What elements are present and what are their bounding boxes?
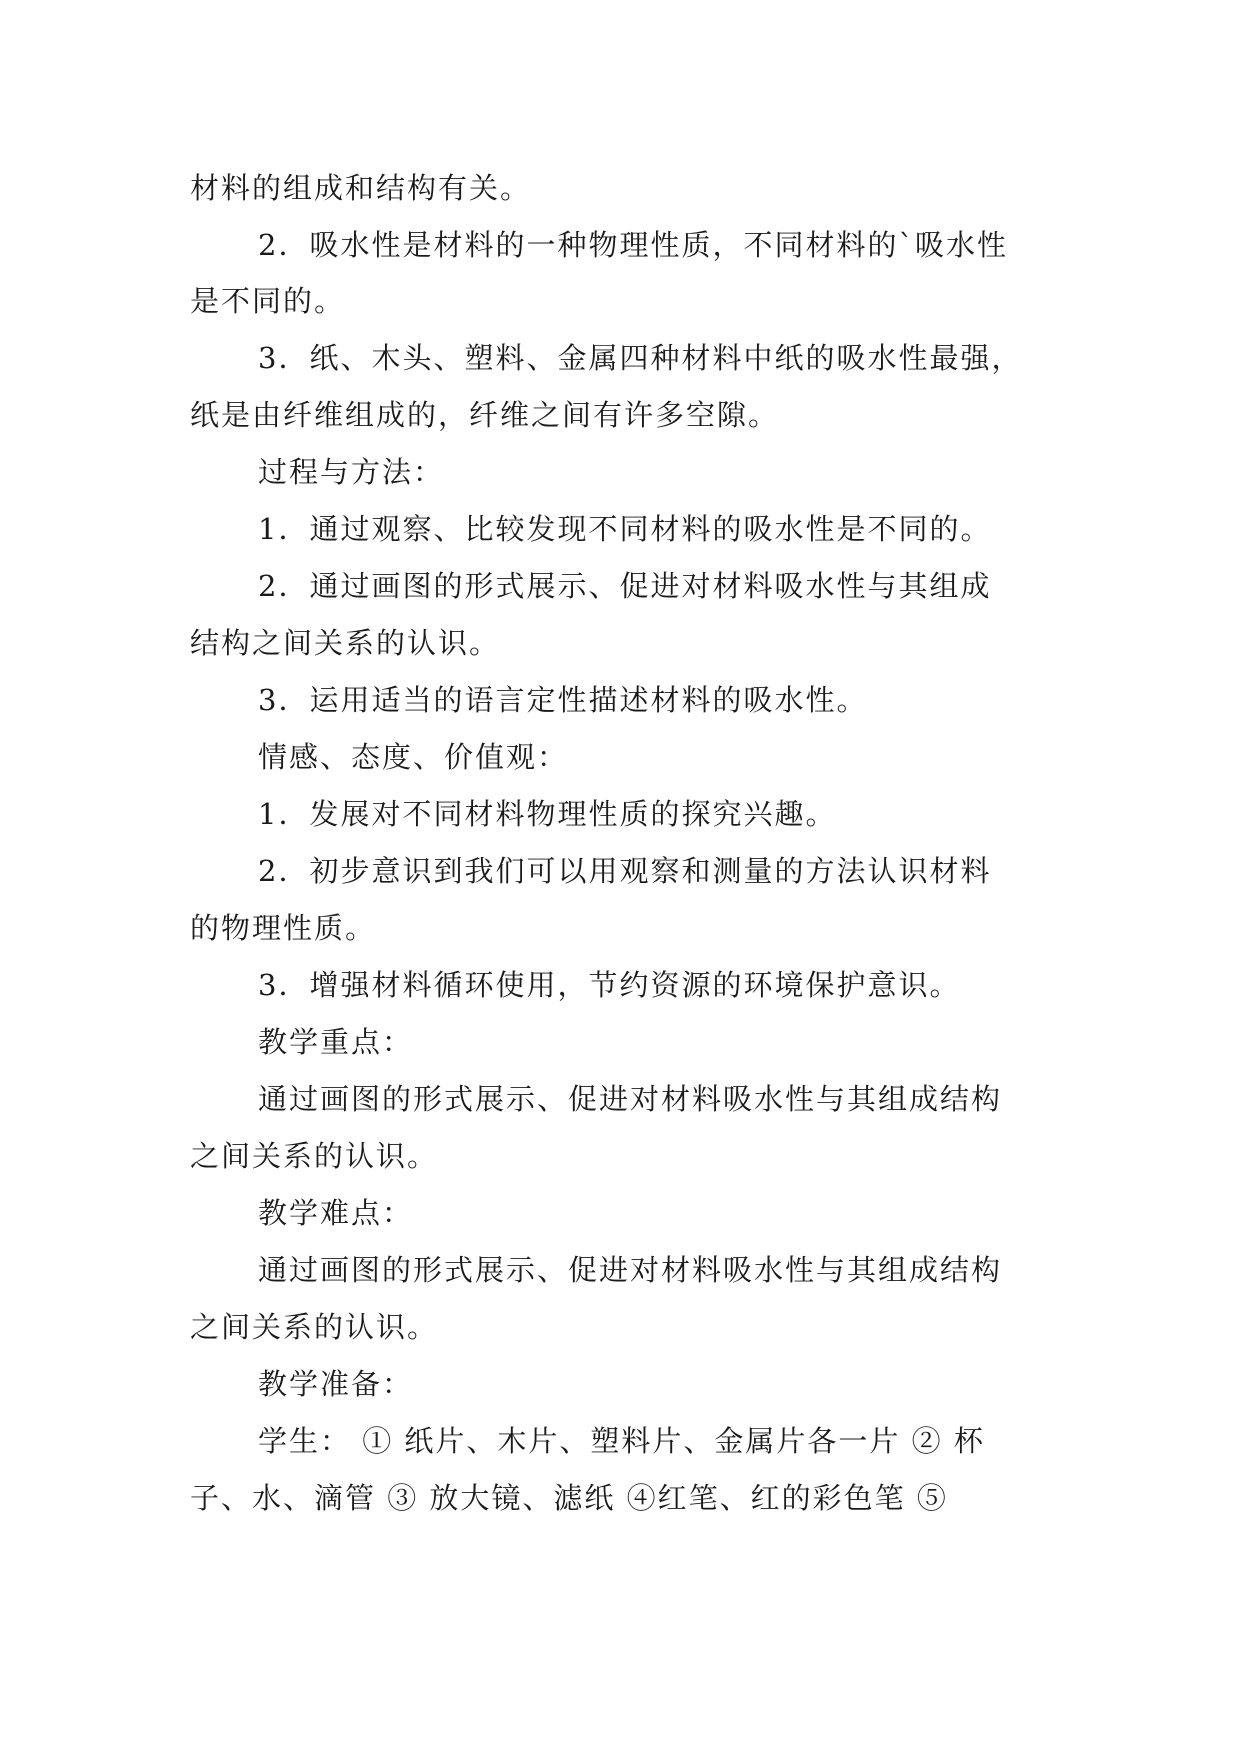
section-heading: 过程与方法： (258, 455, 445, 489)
text-line: 2．初步意识到我们可以用观察和测量的方法认识材料 (258, 854, 992, 888)
text-line: 1．发展对不同材料物理性质的探究兴趣。 (258, 797, 837, 831)
text-line: 结构之间关系的认识。 (190, 626, 501, 660)
text-line: 子、水、滴管 ③ 放大镜、滤纸 ④红笔、红的彩色笔 ⑤ (190, 1481, 948, 1515)
text-line: 纸是由纤维组成的，纤维之间有许多空隙。 (190, 398, 780, 432)
text-line: 之间关系的认识。 (190, 1139, 439, 1173)
text-line: 1．通过观察、比较发现不同材料的吸水性是不同的。 (258, 512, 992, 546)
text-line: 通过画图的形式展示、促进对材料吸水性与其组成结构 (258, 1082, 1003, 1116)
section-heading: 教学重点： (258, 1025, 414, 1059)
text-line: 2．通过画图的形式展示、促进对材料吸水性与其组成 (258, 569, 992, 603)
section-heading: 教学难点： (258, 1196, 414, 1230)
text-line: 学生： ① 纸片、木片、塑料片、金属片各一片 ② 杯 (258, 1424, 985, 1458)
text-line: 3．运用适当的语言定性描述材料的吸水性。 (258, 683, 868, 717)
text-line: 3．增强材料循环使用，节约资源的环境保护意识。 (258, 968, 961, 1002)
text-line: 材料的组成和结构有关。 (190, 171, 532, 205)
text-line: 的物理性质。 (190, 911, 377, 945)
text-line: 通过画图的形式展示、促进对材料吸水性与其组成结构 (258, 1253, 1003, 1287)
text-line: 是不同的。 (190, 284, 346, 318)
section-heading: 教学准备： (258, 1367, 414, 1401)
text-line: 之间关系的认识。 (190, 1310, 439, 1344)
text-line: 2．吸水性是材料的一种物理性质，不同材料的`吸水性 (258, 228, 1008, 262)
section-heading: 情感、态度、价值观： (258, 740, 569, 774)
text-line: 3．纸、木头、塑料、金属四种材料中纸的吸水性最强， (258, 341, 1023, 375)
